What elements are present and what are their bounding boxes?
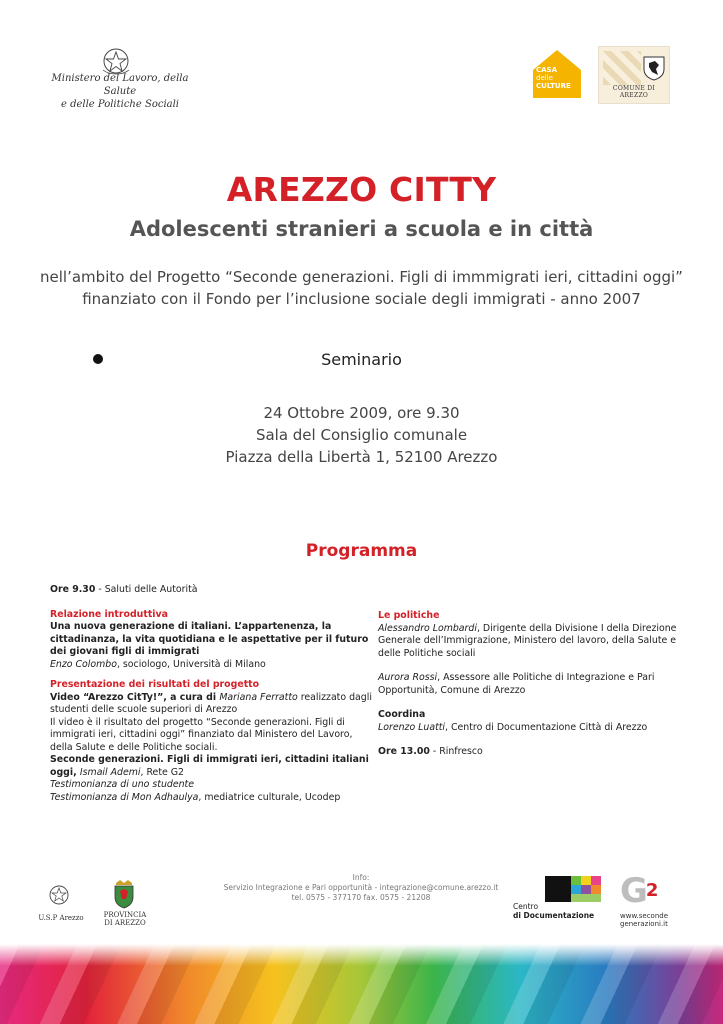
ministry-label [40, 72, 200, 111]
rossi-line [378, 672, 678, 685]
documentation-label [513, 902, 594, 920]
centro-documentazione-logo [511, 876, 601, 928]
rinfresco-time: Ore 13.00 [378, 746, 430, 757]
provincia-shield-icon [112, 879, 136, 909]
g2-logo [620, 872, 678, 932]
lombardi-line [378, 623, 678, 636]
provincia-line: PROVINCIA [103, 911, 147, 919]
coordina-heading: Coordina [378, 709, 426, 720]
g2-website-line: www.seconde [620, 912, 669, 920]
testimonianza-mediator-role: , mediatrice culturale, Ucodep [198, 791, 341, 803]
saluti-time: Ore 9.30 [50, 584, 96, 595]
lombardi-role-line: Generale dell’Immigrazione, Ministero del lavoro, della Salute e [378, 635, 677, 646]
event-address: Piazza della Libertà 1, 52100 Arezzo [225, 448, 498, 466]
comune-label: COMUNE DI AREZZO [612, 85, 656, 99]
info-phone: tel. 0575 - 377170 fax. 0575 - 21208 [291, 893, 431, 902]
seconde-speaker: Ismail Ademi [79, 766, 141, 778]
video-line [50, 692, 380, 705]
testimonianza-student: Testimonianza di uno studente [50, 779, 194, 790]
program-right-column [378, 610, 678, 759]
testimonianza-line [50, 792, 380, 805]
programma-heading: Programma [305, 541, 418, 561]
luatti-line [378, 722, 678, 735]
seconde-speaker-role: , Rete G2 [140, 766, 184, 778]
presentazione-heading: Presentazione dei risultati del progetto [50, 679, 260, 690]
video-description: Il video è il risultato del progetto “Seconde generazioni. Figli di [50, 716, 345, 728]
relazione-title: dei giovani figli di immigrati [50, 646, 200, 657]
project-context [20, 266, 703, 310]
info-heading: Info: [352, 873, 370, 882]
casa-word: CULTURE [536, 82, 571, 90]
project-context-line: finanziato con il Fondo per l’inclusione sociale degli immigrati - anno 2007 [82, 290, 641, 308]
info-contact: Servizio Integrazione e Pari opportunità - integrazione@comune.arezzo.it [223, 883, 499, 892]
lombardi-role-line: delle Politiche sociali [378, 647, 476, 659]
video-description: della Salute e delle Politiche sociali. [50, 741, 218, 753]
seconde-title: Seconde generazioni. Figli di immigrati ieri, cittadini italiani [50, 754, 369, 765]
video-rest: realizzato dagli [297, 691, 372, 703]
testimonianza-mediator: Testimonianza di Mon Adhaulya [50, 791, 199, 803]
rinfresco-text: - Rinfresco [429, 746, 483, 757]
ministry-line: e delle Politiche Sociali [60, 99, 180, 110]
documentation-squares-icon [545, 876, 601, 902]
saluti-item [50, 584, 380, 597]
seconde-line [50, 767, 380, 780]
rossi-name: Aurora Rossi [378, 672, 438, 683]
info-block [220, 873, 502, 903]
casa-word: delle [536, 74, 553, 82]
luatti-role: , Centro di Documentazione Città di Arezzo [445, 721, 648, 733]
casa-delle-culture-label [536, 66, 571, 90]
comune-pattern [603, 51, 641, 85]
g2-number: 2 [645, 880, 657, 901]
ministry-line: Ministero del Lavoro, della Salute [51, 73, 189, 97]
usp-emblem-icon [48, 884, 70, 906]
event-details [0, 402, 723, 468]
relazione-speaker: Enzo Colombo [50, 658, 117, 670]
video-description: immigrati ieri, cittadini oggi” finanziato dal Ministero del Lavoro, [50, 729, 353, 740]
decorative-color-band [0, 944, 723, 1024]
lombardi-role: , Dirigente della Divisione I della Direzione [476, 622, 677, 634]
relazione-speaker-role: , sociologo, Università di Milano [116, 658, 266, 670]
g2-website [620, 912, 678, 928]
g2-letter: G [620, 871, 646, 911]
program-left-column [50, 584, 380, 804]
relazione-speaker-line [50, 659, 380, 672]
provincia-label [101, 911, 149, 927]
usp-label: U.S.P Arezzo [38, 914, 84, 922]
video-title: Video “Arezzo CitTy!”, a cura di [50, 691, 220, 703]
seconde-title-end: oggi, [50, 766, 80, 778]
relazione-heading: Relazione introduttiva [50, 608, 168, 620]
relazione-title: cittadinanza, la vita quotidiana e le aspettative per il futuro [50, 633, 369, 645]
luatti-name: Lorenzo Luatti [378, 721, 446, 733]
relazione-title: Una nuova generazione di italiani. L’appartenenza, la [50, 621, 332, 632]
video-author: Mariana Ferratto [219, 691, 298, 703]
documentation-line: Centro [513, 902, 539, 911]
documentation-line: di Documentazione [513, 911, 595, 920]
saluti-text: - Saluti delle Autorità [95, 584, 198, 595]
event-type: Seminario [321, 350, 402, 369]
event-venue: Sala del Consiglio comunale [255, 426, 468, 444]
page-title: AREZZO CITTY [226, 170, 497, 209]
lombardi-name: Alessandro Lombardi [378, 622, 477, 634]
politiche-heading: Le politiche [378, 610, 440, 621]
provincia-line: DI AREZZO [104, 919, 146, 927]
g2-mark [620, 872, 672, 910]
page-subtitle: Adolescenti stranieri a scuola e in città [129, 217, 594, 241]
project-context-line: nell’ambito del Progetto “Seconde generazioni. Figli di immmigrati ieri, cittadini oggi” [40, 268, 683, 286]
g2-website-line: generazioni.it [620, 920, 668, 928]
casa-word: CASA [536, 66, 558, 74]
event-date: 24 Ottobre 2009, ore 9.30 [263, 404, 460, 422]
comune-di-arezzo-logo [598, 46, 670, 104]
comune-shield-icon [643, 55, 665, 81]
video-rest-line: studenti delle scuole superiori di Arezzo [50, 704, 238, 715]
rossi-role: , Assessore alle Politiche di Integrazione e Pari [437, 672, 655, 683]
rossi-role-line: Opportunità, Comune di Arezzo [378, 684, 526, 696]
rinfresco-item [378, 746, 678, 759]
